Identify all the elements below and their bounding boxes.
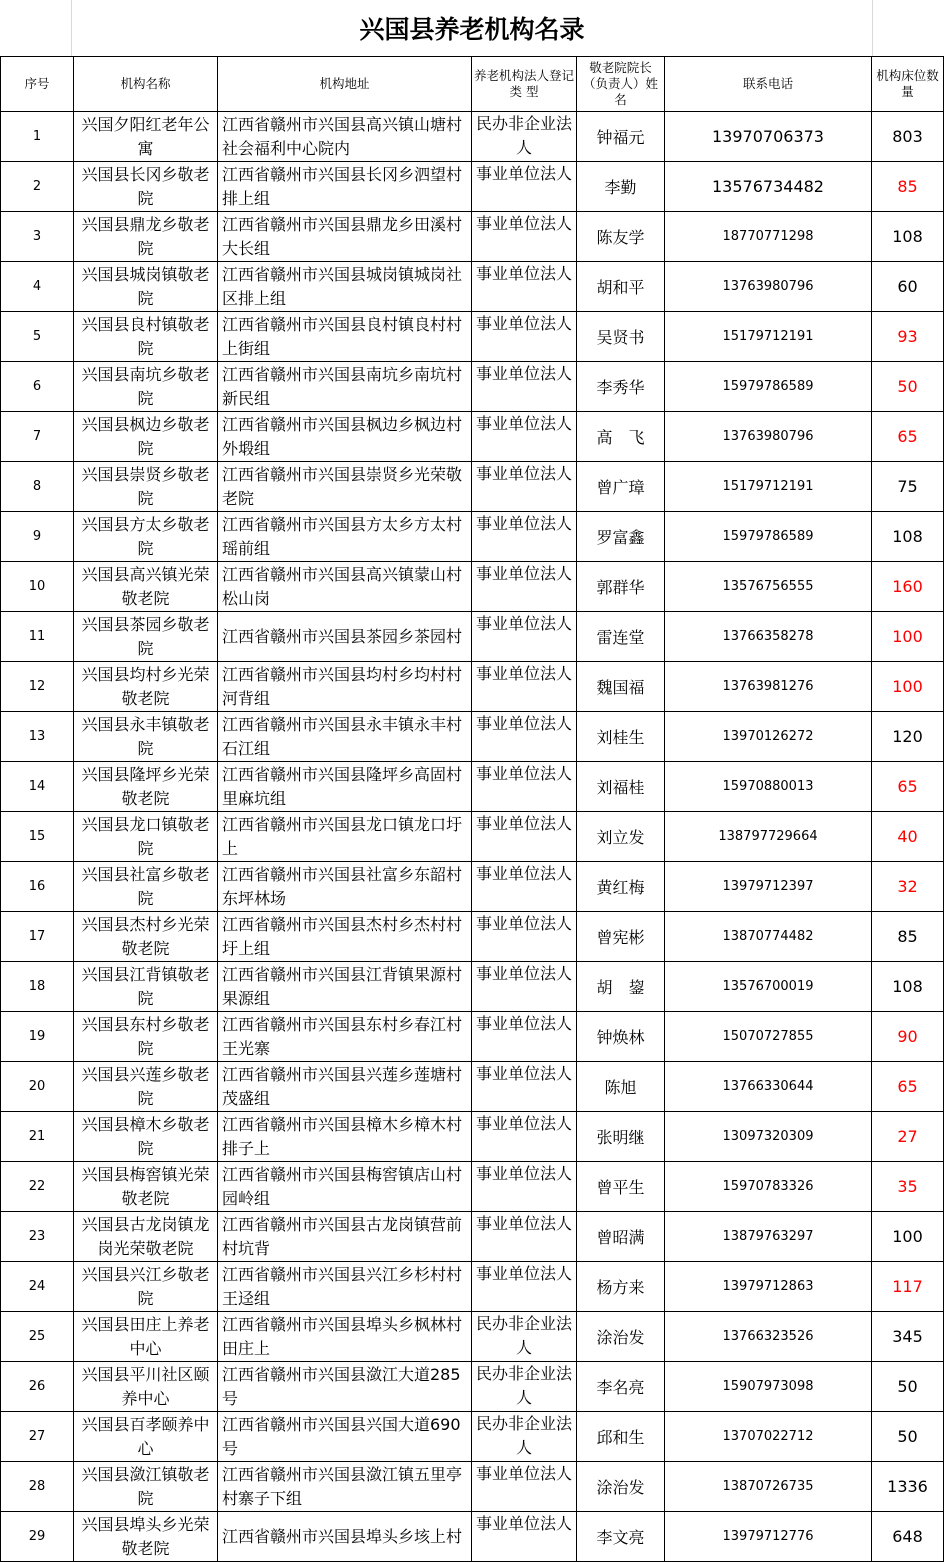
cell-type-text: 事业单位法人 — [475, 964, 572, 983]
cell-head: 邱和生 — [577, 1412, 665, 1462]
cell-phone: 15179712191 — [665, 462, 872, 512]
cell-type-text: 事业单位法人 — [475, 414, 572, 433]
cell-phone: 13979712863 — [665, 1262, 872, 1312]
cell-address: 江西省赣州市兴国县龙口镇龙口圩上 — [218, 812, 472, 862]
table-row — [1, 1462, 944, 1512]
cell-name: 兴国县隆坪乡光荣敬老院 — [74, 762, 218, 812]
cell-type-text: 事业单位法人 — [475, 1214, 572, 1233]
cell-name: 兴国县城岗镇敬老院 — [74, 262, 218, 312]
cell-head: 李勤 — [577, 162, 665, 212]
cell-type — [472, 662, 577, 712]
cell-phone: 13970126272 — [665, 712, 872, 762]
cell-address: 江西省赣州市兴国县潋江镇五里亭村寨子下组 — [218, 1462, 472, 1512]
cell-phone: 13576700019 — [665, 962, 872, 1012]
cell-idx: 6 — [1, 362, 74, 412]
cell-phone: 13763981276 — [665, 662, 872, 712]
cell-beds: 60 — [872, 262, 944, 312]
cell-idx: 7 — [1, 412, 74, 462]
cell-head: 吴贤书 — [577, 312, 665, 362]
cell-type-text: 民办非企业法人 — [475, 1414, 572, 1457]
cell-name: 兴国县古龙岗镇龙岗光荣敬老院 — [74, 1212, 218, 1262]
cell-phone: 13879763297 — [665, 1212, 872, 1262]
cell-idx: 8 — [1, 462, 74, 512]
cell-type-text: 事业单位法人 — [475, 564, 572, 583]
cell-idx: 24 — [1, 1262, 74, 1312]
cell-type — [472, 962, 577, 1012]
cell-phone: 13870726735 — [665, 1462, 872, 1512]
cell-address: 江西省赣州市兴国县兴莲乡莲塘村茂盛组 — [218, 1062, 472, 1112]
cell-type-text: 事业单位法人 — [475, 1164, 572, 1183]
cell-name: 兴国县梅窖镇光荣敬老院 — [74, 1162, 218, 1212]
cell-idx: 1 — [1, 112, 74, 162]
cell-type-text: 事业单位法人 — [475, 164, 572, 183]
cell-phone: 15979786589 — [665, 362, 872, 412]
cell-address: 江西省赣州市兴国县高兴镇山塘村社会福利中心院内 — [218, 112, 472, 162]
cell-type — [472, 612, 577, 662]
cell-name: 兴国县永丰镇敬老院 — [74, 712, 218, 762]
cell-idx: 9 — [1, 512, 74, 562]
cell-type — [472, 812, 577, 862]
cell-name: 兴国夕阳红老年公寓 — [74, 112, 218, 162]
cell-head: 钟焕林 — [577, 1012, 665, 1062]
cell-head: 曾宪彬 — [577, 912, 665, 962]
cell-name: 兴国县崇贤乡敬老院 — [74, 462, 218, 512]
cell-name: 兴国县南坑乡敬老院 — [74, 362, 218, 412]
table-row — [1, 912, 944, 962]
header-type: 养老机构法人登记类 型 — [472, 57, 577, 112]
cell-phone: 15970783326 — [665, 1162, 872, 1212]
cell-phone: 15070727855 — [665, 1012, 872, 1062]
title-bar — [0, 0, 944, 56]
cell-type-text: 民办非企业法人 — [475, 1364, 572, 1407]
cell-idx: 10 — [1, 562, 74, 612]
table-row — [1, 1012, 944, 1062]
cell-address: 江西省赣州市兴国县杰村乡杰村村圩上组 — [218, 912, 472, 962]
cell-beds: 100 — [872, 1212, 944, 1262]
cell-address: 江西省赣州市兴国县良村镇良村村上街组 — [218, 312, 472, 362]
table-row — [1, 562, 944, 612]
table-row — [1, 762, 944, 812]
cell-address: 江西省赣州市兴国县古龙岗镇营前村坑背 — [218, 1212, 472, 1262]
cell-phone: 13979712776 — [665, 1512, 872, 1562]
cell-name: 兴国县樟木乡敬老院 — [74, 1112, 218, 1162]
table-row — [1, 1212, 944, 1262]
table-row — [1, 662, 944, 712]
cell-name: 兴国县社富乡敬老院 — [74, 862, 218, 912]
cell-beds: 117 — [872, 1262, 944, 1312]
cell-head: 李名亮 — [577, 1362, 665, 1412]
cell-type-text: 事业单位法人 — [475, 764, 572, 783]
cell-type — [472, 1012, 577, 1062]
cell-idx: 28 — [1, 1462, 74, 1512]
cell-name: 兴国县东村乡敬老院 — [74, 1012, 218, 1062]
cell-address: 江西省赣州市兴国县崇贤乡光荣敬老院 — [218, 462, 472, 512]
cell-type-text: 事业单位法人 — [475, 1264, 572, 1283]
cell-address: 江西省赣州市兴国县方太乡方太村瑶前组 — [218, 512, 472, 562]
cell-beds: 85 — [872, 162, 944, 212]
cell-type — [472, 112, 577, 162]
cell-address: 江西省赣州市兴国县潋江大道285号 — [218, 1362, 472, 1412]
cell-idx: 12 — [1, 662, 74, 712]
cell-beds: 35 — [872, 1162, 944, 1212]
cell-type-text: 民办非企业法人 — [475, 1314, 572, 1357]
cell-name: 兴国县长冈乡敬老院 — [74, 162, 218, 212]
cell-beds: 85 — [872, 912, 944, 962]
cell-type-text: 事业单位法人 — [475, 664, 572, 683]
table-row — [1, 962, 944, 1012]
cell-name: 兴国县鼎龙乡敬老院 — [74, 212, 218, 262]
cell-type-text: 事业单位法人 — [475, 514, 572, 533]
table-row — [1, 112, 944, 162]
cell-type — [472, 412, 577, 462]
cell-type-text: 事业单位法人 — [475, 1064, 572, 1083]
cell-head: 刘桂生 — [577, 712, 665, 762]
cell-type-text: 事业单位法人 — [475, 314, 572, 333]
cell-idx: 27 — [1, 1412, 74, 1462]
table-row — [1, 162, 944, 212]
cell-idx: 2 — [1, 162, 74, 212]
cell-idx: 19 — [1, 1012, 74, 1062]
cell-name: 兴国县埠头乡光荣敬老院 — [74, 1512, 218, 1562]
header-head: 敬老院院长（负责人）姓名 — [577, 57, 665, 112]
title-left-cell — [0, 0, 72, 56]
cell-name: 兴国县茶园乡敬老院 — [74, 612, 218, 662]
table-row — [1, 262, 944, 312]
cell-address: 江西省赣州市兴国县高兴镇蒙山村松山岗 — [218, 562, 472, 612]
cell-head: 郭群华 — [577, 562, 665, 612]
table-row — [1, 1512, 944, 1562]
cell-head: 钟福元 — [577, 112, 665, 162]
cell-type — [472, 1462, 577, 1512]
cell-head: 陈旭 — [577, 1062, 665, 1112]
table-row — [1, 1162, 944, 1212]
cell-phone: 13707022712 — [665, 1412, 872, 1462]
cell-phone: 18770771298 — [665, 212, 872, 262]
cell-idx: 18 — [1, 962, 74, 1012]
cell-head: 陈友学 — [577, 212, 665, 262]
cell-beds: 27 — [872, 1112, 944, 1162]
cell-type — [472, 712, 577, 762]
cell-type-text: 事业单位法人 — [475, 364, 572, 383]
cell-address: 江西省赣州市兴国县埠头乡垓上村 — [218, 1512, 472, 1562]
cell-type — [472, 1262, 577, 1312]
cell-idx: 15 — [1, 812, 74, 862]
cell-address: 江西省赣州市兴国县兴江乡杉村村王迳组 — [218, 1262, 472, 1312]
cell-name: 兴国县龙口镇敬老院 — [74, 812, 218, 862]
cell-beds: 65 — [872, 1062, 944, 1112]
table-row — [1, 512, 944, 562]
cell-phone: 13763980796 — [665, 262, 872, 312]
cell-type — [472, 1162, 577, 1212]
cell-name: 兴国县杰村乡光荣敬老院 — [74, 912, 218, 962]
cell-address: 江西省赣州市兴国县枫边乡枫边村外塅组 — [218, 412, 472, 462]
cell-beds: 345 — [872, 1312, 944, 1362]
institution-table — [0, 56, 944, 1562]
cell-phone: 13763980796 — [665, 412, 872, 462]
cell-type-text: 民办非企业法人 — [475, 114, 572, 157]
cell-head: 涂治发 — [577, 1312, 665, 1362]
cell-head: 雷连堂 — [577, 612, 665, 662]
cell-name: 兴国县平川社区颐养中心 — [74, 1362, 218, 1412]
cell-beds: 65 — [872, 412, 944, 462]
cell-idx: 26 — [1, 1362, 74, 1412]
cell-type-text: 事业单位法人 — [475, 714, 572, 733]
cell-beds: 648 — [872, 1512, 944, 1562]
cell-type — [472, 212, 577, 262]
cell-idx: 29 — [1, 1512, 74, 1562]
cell-idx: 23 — [1, 1212, 74, 1262]
header-name: 机构名称 — [74, 57, 218, 112]
table-row — [1, 1112, 944, 1162]
cell-idx: 21 — [1, 1112, 74, 1162]
cell-type-text: 事业单位法人 — [475, 864, 572, 883]
cell-beds: 160 — [872, 562, 944, 612]
cell-name: 兴国县江背镇敬老院 — [74, 962, 218, 1012]
cell-type-text: 事业单位法人 — [475, 1464, 572, 1483]
table-row — [1, 312, 944, 362]
cell-idx: 11 — [1, 612, 74, 662]
page-title: 兴国县养老机构名录 — [359, 15, 585, 44]
cell-phone: 13766358278 — [665, 612, 872, 662]
header-idx: 序号 — [1, 57, 74, 112]
cell-idx: 20 — [1, 1062, 74, 1112]
cell-name: 兴国县兴莲乡敬老院 — [74, 1062, 218, 1112]
cell-idx: 13 — [1, 712, 74, 762]
cell-name: 兴国县方太乡敬老院 — [74, 512, 218, 562]
cell-phone: 13970706373 — [665, 112, 872, 162]
cell-type — [472, 362, 577, 412]
cell-idx: 4 — [1, 262, 74, 312]
cell-beds: 50 — [872, 1412, 944, 1462]
cell-address: 江西省赣州市兴国县兴国大道690号 — [218, 1412, 472, 1462]
cell-name: 兴国县田庄上养老中心 — [74, 1312, 218, 1362]
cell-beds: 100 — [872, 662, 944, 712]
cell-name: 兴国县兴江乡敬老院 — [74, 1262, 218, 1312]
cell-address: 江西省赣州市兴国县江背镇果源村果源组 — [218, 962, 472, 1012]
title-right-cell — [872, 0, 944, 56]
cell-type — [472, 862, 577, 912]
cell-phone: 15970880013 — [665, 762, 872, 812]
cell-phone: 138797729664 — [665, 812, 872, 862]
cell-phone: 13870774482 — [665, 912, 872, 962]
cell-address: 江西省赣州市兴国县隆坪乡高固村里麻坑组 — [218, 762, 472, 812]
cell-beds: 90 — [872, 1012, 944, 1062]
cell-name: 兴国县枫边乡敬老院 — [74, 412, 218, 462]
cell-idx: 14 — [1, 762, 74, 812]
cell-beds: 50 — [872, 1362, 944, 1412]
cell-beds: 803 — [872, 112, 944, 162]
cell-head: 罗富鑫 — [577, 512, 665, 562]
cell-type-text: 事业单位法人 — [475, 1514, 572, 1533]
cell-type — [472, 912, 577, 962]
cell-address: 江西省赣州市兴国县梅窖镇店山村园岭组 — [218, 1162, 472, 1212]
cell-beds: 93 — [872, 312, 944, 362]
cell-type — [472, 1312, 577, 1362]
table-row — [1, 612, 944, 662]
cell-head: 刘福桂 — [577, 762, 665, 812]
cell-beds: 65 — [872, 762, 944, 812]
cell-head: 涂治发 — [577, 1462, 665, 1512]
cell-type-text: 事业单位法人 — [475, 614, 572, 633]
cell-type — [472, 562, 577, 612]
cell-phone: 15979786589 — [665, 512, 872, 562]
table-row — [1, 1312, 944, 1362]
table-row — [1, 412, 944, 462]
cell-beds: 108 — [872, 962, 944, 1012]
cell-address: 江西省赣州市兴国县南坑乡南坑村新民组 — [218, 362, 472, 412]
cell-head: 胡和平 — [577, 262, 665, 312]
cell-phone: 13766330644 — [665, 1062, 872, 1112]
cell-idx: 3 — [1, 212, 74, 262]
cell-address: 江西省赣州市兴国县均村乡均村村河背组 — [218, 662, 472, 712]
cell-type-text: 事业单位法人 — [475, 1114, 572, 1133]
cell-phone: 13766323526 — [665, 1312, 872, 1362]
cell-type-text: 事业单位法人 — [475, 214, 572, 233]
cell-head: 曾平生 — [577, 1162, 665, 1212]
cell-address: 江西省赣州市兴国县茶园乡茶园村 — [218, 612, 472, 662]
cell-address: 江西省赣州市兴国县埠头乡枫林村田庄上 — [218, 1312, 472, 1362]
cell-type — [472, 262, 577, 312]
header-beds: 机构床位数量 — [872, 57, 944, 112]
header-phone: 联系电话 — [665, 57, 872, 112]
cell-name: 兴国县潋江镇敬老院 — [74, 1462, 218, 1512]
cell-phone: 13576756555 — [665, 562, 872, 612]
cell-type — [472, 1362, 577, 1412]
cell-type — [472, 162, 577, 212]
cell-name: 兴国县百孝颐养中心 — [74, 1412, 218, 1462]
cell-head: 李秀华 — [577, 362, 665, 412]
cell-address: 江西省赣州市兴国县永丰镇永丰村石江组 — [218, 712, 472, 762]
table-row — [1, 462, 944, 512]
cell-phone: 13576734482 — [665, 162, 872, 212]
table-row — [1, 362, 944, 412]
cell-beds: 32 — [872, 862, 944, 912]
table-row — [1, 212, 944, 262]
cell-phone: 15907973098 — [665, 1362, 872, 1412]
cell-beds: 50 — [872, 362, 944, 412]
cell-beds: 40 — [872, 812, 944, 862]
cell-idx: 22 — [1, 1162, 74, 1212]
cell-beds: 108 — [872, 512, 944, 562]
cell-head: 魏国福 — [577, 662, 665, 712]
cell-type — [472, 512, 577, 562]
cell-address: 江西省赣州市兴国县长冈乡泗望村排上组 — [218, 162, 472, 212]
cell-head: 刘立发 — [577, 812, 665, 862]
header-row — [1, 57, 944, 112]
cell-beds: 75 — [872, 462, 944, 512]
cell-address: 江西省赣州市兴国县东村乡春江村王光寨 — [218, 1012, 472, 1062]
cell-idx: 17 — [1, 912, 74, 962]
cell-head: 曾广璋 — [577, 462, 665, 512]
table-row — [1, 1062, 944, 1112]
cell-type — [472, 312, 577, 362]
table-row — [1, 1412, 944, 1462]
cell-beds: 120 — [872, 712, 944, 762]
table-row — [1, 1362, 944, 1412]
cell-address: 江西省赣州市兴国县鼎龙乡田溪村大长组 — [218, 212, 472, 262]
header-address: 机构地址 — [218, 57, 472, 112]
cell-beds: 108 — [872, 212, 944, 262]
cell-phone: 15179712191 — [665, 312, 872, 362]
cell-address: 江西省赣州市兴国县社富乡东韶村东坪林场 — [218, 862, 472, 912]
cell-head: 胡 鋆 — [577, 962, 665, 1012]
cell-type — [472, 1062, 577, 1112]
cell-type — [472, 1512, 577, 1562]
cell-type — [472, 462, 577, 512]
cell-idx: 5 — [1, 312, 74, 362]
cell-idx: 16 — [1, 862, 74, 912]
cell-address: 江西省赣州市兴国县城岗镇城岗社区排上组 — [218, 262, 472, 312]
cell-head: 李文亮 — [577, 1512, 665, 1562]
cell-type — [472, 762, 577, 812]
cell-type-text: 事业单位法人 — [475, 264, 572, 283]
cell-type — [472, 1112, 577, 1162]
cell-head: 高 飞 — [577, 412, 665, 462]
cell-type — [472, 1412, 577, 1462]
cell-type-text: 事业单位法人 — [475, 814, 572, 833]
cell-beds: 100 — [872, 612, 944, 662]
table-row — [1, 812, 944, 862]
cell-head: 杨方来 — [577, 1262, 665, 1312]
cell-address: 江西省赣州市兴国县樟木乡樟木村排子上 — [218, 1112, 472, 1162]
table-row — [1, 1262, 944, 1312]
table-row — [1, 862, 944, 912]
cell-beds: 1336 — [872, 1462, 944, 1512]
cell-type — [472, 1212, 577, 1262]
cell-phone: 13979712397 — [665, 862, 872, 912]
cell-type-text: 事业单位法人 — [475, 464, 572, 483]
cell-head: 张明继 — [577, 1112, 665, 1162]
cell-head: 黄红梅 — [577, 862, 665, 912]
cell-name: 兴国县高兴镇光荣敬老院 — [74, 562, 218, 612]
cell-head: 曾昭满 — [577, 1212, 665, 1262]
table-body — [1, 112, 944, 1562]
cell-phone: 13097320309 — [665, 1112, 872, 1162]
cell-type-text: 事业单位法人 — [475, 914, 572, 933]
cell-type-text: 事业单位法人 — [475, 1014, 572, 1033]
table-row — [1, 712, 944, 762]
cell-idx: 25 — [1, 1312, 74, 1362]
cell-name: 兴国县良村镇敬老院 — [74, 312, 218, 362]
cell-name: 兴国县均村乡光荣敬老院 — [74, 662, 218, 712]
